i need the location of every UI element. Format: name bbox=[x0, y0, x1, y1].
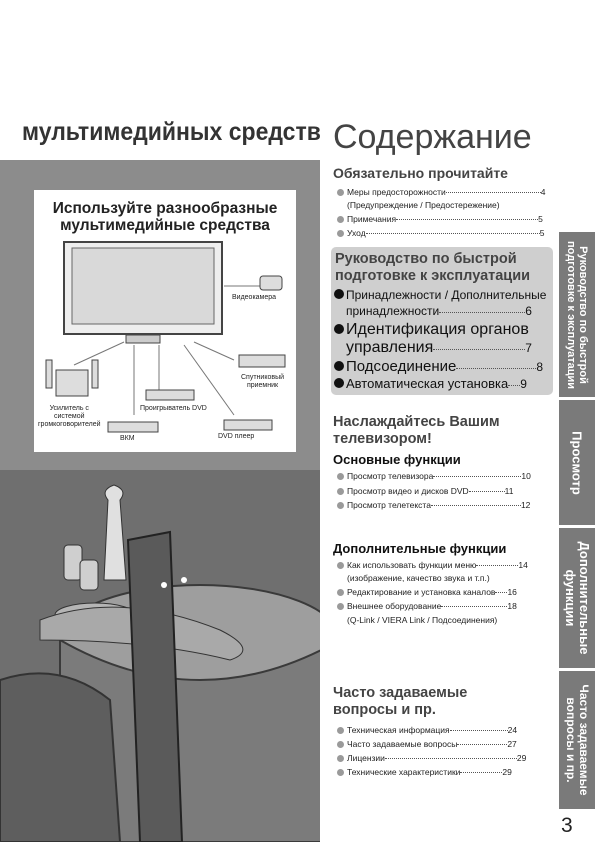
satellite-receiver-label: Спутниковый приемник bbox=[241, 374, 285, 389]
bullet-icon bbox=[337, 603, 344, 610]
list-item: Редактирование и установка каналов 16 bbox=[337, 587, 517, 597]
list-item: Просмотр телетекста 12 bbox=[337, 500, 530, 510]
list-item: Просмотр видео и дисков DVD 11 bbox=[337, 486, 513, 496]
list-item: Идентификация органов bbox=[334, 321, 529, 339]
list-item-sub: (изображение, качество звука и т.п.) bbox=[347, 573, 490, 583]
list-item: Просмотр телевизора 10 bbox=[337, 471, 531, 481]
enjoy-heading: Наслаждайтесь Вашим телевизором! bbox=[333, 414, 500, 447]
list-item: Как использовать функции меню 14 bbox=[337, 560, 528, 570]
bullet-icon bbox=[337, 589, 344, 596]
camcorder-label: Видеокамера bbox=[232, 294, 277, 301]
devices-inset bbox=[34, 190, 296, 452]
bullet-icon bbox=[337, 727, 344, 734]
left-heading: мультимедийных средств bbox=[22, 118, 321, 146]
list-item: Лицензии 29 bbox=[337, 753, 526, 763]
bullet-icon bbox=[337, 230, 344, 237]
list-item-cont: управления 7 bbox=[346, 339, 532, 356]
quick-guide-heading: Руководство по быстрой подготовке к эксплуатации bbox=[335, 251, 531, 284]
basic-functions-heading: Основные функции bbox=[333, 452, 461, 467]
inset-title-line-2: мультимедийные средства bbox=[60, 217, 270, 234]
tab-advanced[interactable] bbox=[559, 528, 595, 668]
page-title: Содержание bbox=[333, 118, 532, 156]
vcr-label: ВКМ bbox=[120, 435, 135, 442]
read-first-heading: Обязательно прочитайте bbox=[333, 165, 508, 181]
bullet-icon bbox=[337, 755, 344, 762]
bullet-icon bbox=[337, 741, 344, 748]
dvd-player-label: DVD плеер bbox=[218, 433, 255, 440]
bullet-icon bbox=[334, 289, 344, 299]
tab-quick-guide[interactable] bbox=[559, 232, 595, 397]
list-item: Принадлежности / Дополнительные bbox=[334, 287, 546, 303]
list-item-sub: (Q-Link / VIERA Link / Подсоединения) bbox=[347, 615, 498, 625]
page-number: 3 bbox=[561, 814, 573, 837]
bullet-icon bbox=[334, 378, 344, 388]
list-item: Меры предосторожности 4 bbox=[337, 187, 546, 197]
list-item: Техническая информация 24 bbox=[337, 725, 517, 735]
tab-faq-label: Часто задаваемые вопросы и пр. bbox=[564, 684, 591, 796]
tab-faq[interactable] bbox=[559, 671, 595, 809]
list-item-sub: (Предупреждение / Предостережение) bbox=[347, 200, 500, 210]
bullet-icon bbox=[337, 216, 344, 223]
bullet-icon bbox=[337, 473, 344, 480]
advanced-functions-heading: Дополнительные функции bbox=[333, 541, 507, 556]
list-item: Примечания 5 bbox=[337, 214, 543, 224]
bullet-icon bbox=[337, 488, 344, 495]
list-item: Подсоединение 8 bbox=[334, 358, 543, 376]
list-item-cont: принадлежности 6 bbox=[346, 304, 532, 318]
list-item: Технические характеристики 29 bbox=[337, 767, 512, 777]
bullet-icon bbox=[334, 324, 344, 334]
list-item: Внешнее оборудование 18 bbox=[337, 601, 517, 611]
amplifier-label: Усилитель с системой громкоговорителей bbox=[38, 405, 101, 428]
dvd-recorder-label: Проигрыватель DVD bbox=[140, 405, 207, 412]
bullet-icon bbox=[337, 189, 344, 196]
tab-quick-guide-label: Руководство по быстрой подготовке к эксплуатации bbox=[565, 240, 589, 389]
tab-viewing-label: Просмотр bbox=[569, 430, 585, 495]
list-item: Уход 5 bbox=[337, 228, 544, 238]
tab-viewing[interactable] bbox=[559, 400, 595, 525]
list-item: Автоматическая установка 9 bbox=[334, 376, 527, 392]
inset-title-line-1: Используйте разнообразные bbox=[52, 200, 278, 217]
tab-advanced-label: Дополнительные функции bbox=[563, 541, 592, 655]
list-item: Часто задаваемые вопросы 27 bbox=[337, 739, 517, 749]
bullet-icon bbox=[337, 562, 344, 569]
bullet-icon bbox=[337, 769, 344, 776]
bullet-icon bbox=[337, 502, 344, 509]
bullet-icon bbox=[334, 361, 344, 371]
faq-heading: Часто задаваемые вопросы и пр. bbox=[333, 685, 468, 718]
